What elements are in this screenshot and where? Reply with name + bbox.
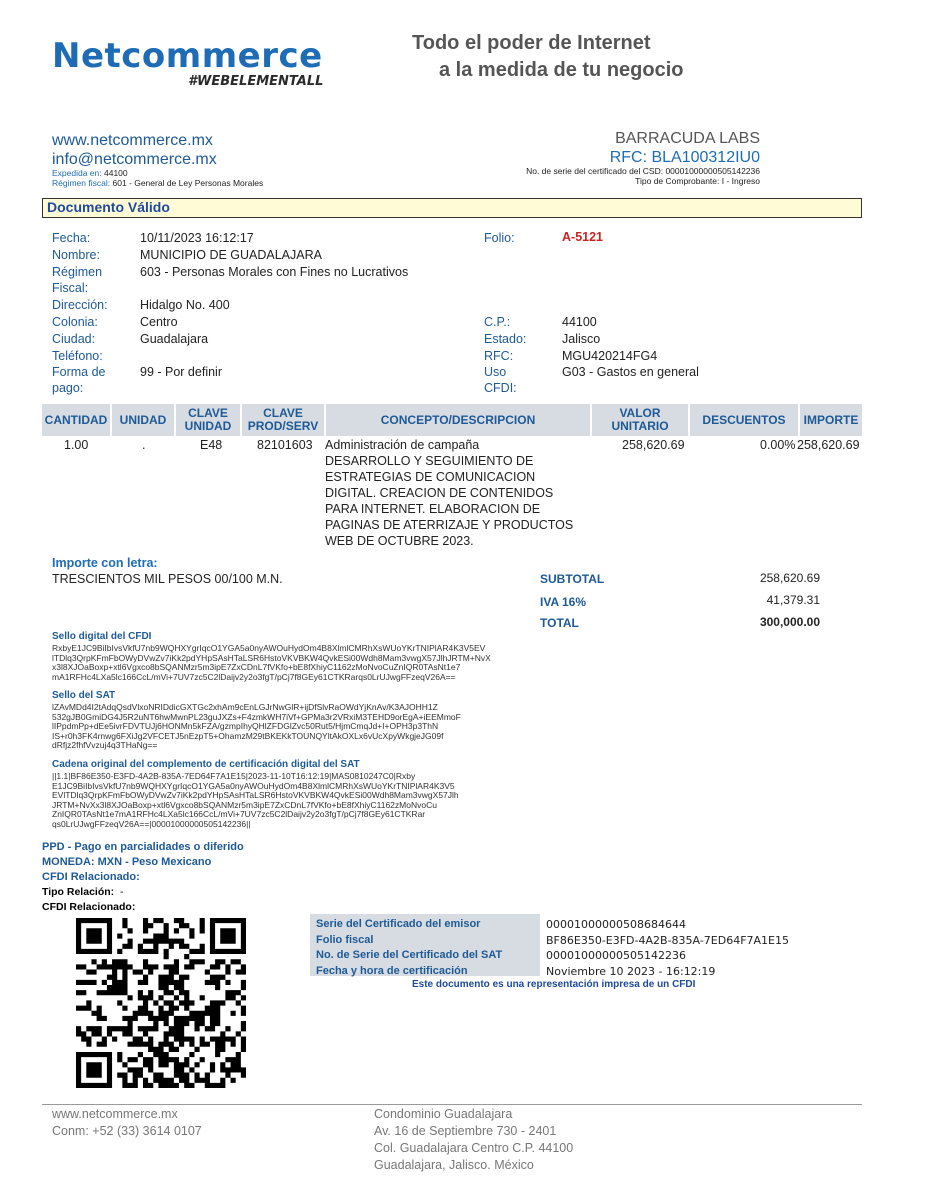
qr-code	[76, 918, 246, 1088]
relation-type-value: -	[120, 886, 124, 898]
row-clave-unidad: E48	[200, 438, 223, 452]
certificate-labels	[310, 914, 540, 976]
sello-cfdi-line: mA1RFHc4LXa5lc166CcL/mVi+7UV7zc5C2lDaijv2y2o3fgT/pCj7f8GEy61CTKRarqs0LrUJwgFFzeqV26A==	[52, 671, 456, 682]
slogan-line-1: Todo el poder de Internet	[412, 32, 651, 54]
cert-value: 00001000000505142236	[546, 949, 686, 962]
slogan-line-2: a la medida de tu negocio	[439, 59, 684, 81]
nombre-value: MUNICIPIO DE GUADALAJARA	[140, 248, 322, 262]
rfc-label: RFC:	[484, 349, 514, 363]
col-cantidad: CANTIDAD	[42, 404, 110, 436]
row-unidad: .	[142, 438, 146, 452]
sello-sat-line: 532gJB0GmiDG4J5R2uNT6hwMwnPL23guJXZs+F4zmkWH7iVf+GPMa3r2VRxiM3TEHD9orEgA+iEEMmoF	[52, 711, 461, 722]
sello-cfdi-line: RxbyE1JC9BiIbIvsVkfU7nb9WQHXYgrIqcO1YGA5a0nyAWOuHydOm4B8XlmlCMRhXsWUoYKrTNIPlAR4K3V5EV	[52, 643, 486, 653]
direccion-label: Dirección:	[52, 298, 108, 312]
total-value: 300,000.00	[759, 615, 820, 629]
logo-tagline-bold: #WEBELEMENT	[188, 74, 297, 89]
regimen-value: 603 - Personas Morales con Fines no Lucrativos	[140, 265, 409, 279]
row-concepto	[325, 437, 573, 549]
regimen-label: Régimen fiscal:	[52, 177, 111, 188]
col-importe: IMPORTE	[800, 404, 862, 436]
voucher-type: Tipo de Comprobante: I - Ingreso	[635, 175, 760, 186]
cp-value: 44100	[562, 315, 597, 329]
email-link[interactable]: info@netcommerce.mx	[52, 151, 217, 168]
uso-cfdi-value: G03 - Gastos en general	[562, 365, 699, 379]
uso-cfdi-label-1: Uso	[484, 365, 507, 379]
regimen-label-1: Régimen	[52, 265, 103, 279]
subtotal-label: SUBTOTAL	[540, 572, 605, 586]
currency: MONEDA: MXN - Peso Mexicano	[42, 856, 212, 868]
cert-value: BF86E350-E3FD-4A2B-835A-7ED64F7A1E15	[546, 933, 789, 947]
forma-pago-label-2: pago:	[52, 381, 84, 395]
rfc-value: MGU420214FG4	[562, 349, 658, 363]
cadena-line: EVlTDlq3QrpKFmFbOWyDVwZv7iKk2pdYHpSAsHTaLSR6HstoVKVBKW4QvkESi00Wdh8Mam3vwgX57Jlh	[52, 790, 459, 800]
fecha-value: 10/11/2023 16:12:17	[140, 231, 254, 245]
issuer-rfc: RFC: BLA100312IU0	[609, 149, 760, 166]
col-clave-prod: CLAVE PROD/SERV	[242, 404, 324, 436]
col-unidad: UNIDAD	[112, 404, 174, 436]
concepto-line: ESTRATEGIAS DE COMUNICACION	[325, 470, 536, 484]
sello-sat-line: dRfjz2fhfVvzuj4q3THaNg==	[52, 740, 158, 750]
footer-website[interactable]: www.netcommerce.mx	[52, 1107, 178, 1121]
sello-sat-line: lIPpdmPp+dEe5ivrFDVTUJj6HONMn5kFZA/gzmpIhyQHlZFDGlZvc50Rut5/HjmCmqJd+I+OPH3p3ThN	[52, 721, 439, 731]
cadena-line: ZnIQR0TAsNt1e7mA1RFHc4LXa5lc166CcL/mVi+7UV7zc5C2lDaijv2y2o3fgT/pCj7f8GEy61CTKRar	[52, 809, 426, 819]
row-valor-unitario: 258,620.69	[622, 438, 685, 452]
cert-value: Noviembre 10 2023 - 16:12:19	[546, 964, 716, 978]
cert-label: Serie del Certificado del emisor	[316, 918, 481, 930]
concepto-line: DIGITAL. CREACION DE CONTENIDOS	[325, 486, 554, 500]
logo-tagline	[188, 74, 323, 89]
slogan	[412, 30, 684, 84]
ciudad-value: Guadalajara	[140, 332, 209, 346]
cfdi-related: CFDI Relacionado:	[42, 901, 136, 913]
cert-value: 00001000000508684644	[546, 918, 686, 931]
sello-cfdi-title: Sello digital del CFDI	[52, 631, 152, 642]
address-line: Col. Guadalajara Centro C.P. 44100	[374, 1141, 574, 1155]
csd-serial: No. de serie del certificado del CSD: 00001000000505142236	[526, 166, 760, 176]
address-line: Av. 16 de Septiembre 730 - 2401	[374, 1124, 557, 1138]
relation-type-label: Tipo Relación:	[42, 886, 115, 898]
ciudad-label: Ciudad:	[52, 332, 96, 346]
cadena-original-text	[52, 772, 552, 829]
cert-label: Folio fiscal	[316, 933, 374, 946]
iva-label: IVA 16%	[540, 595, 587, 609]
cadena-line: qs0LrUJwgFFzeqV26A==|00001000000505142236||	[52, 818, 251, 829]
document-status-banner: Documento Válido	[42, 198, 862, 218]
footer-address	[374, 1106, 573, 1174]
cadena-line: E1JC9BiIbIvsVkfU7nb9WQHXYgrIqcO1YGA5a0nyAWOuHydOm4B8XlmlCMRhXsWUoYKrTNIPlAR4K3V5	[52, 780, 455, 791]
iva-value: 41,379.31	[766, 593, 820, 607]
sello-sat-line: IS+r0h3FK4rnwg6FXiJg2VFCETJ5nEzpT5+OhamzM29tBKEKkTOUNQYltAkOXLx6vUcXpyWkgjeJG09f	[52, 730, 444, 741]
sello-cfdi-line: lTDlq3QrpKFmFbOWyDVwZv7iKk2pdYHpSAsHTaLSR6HstoVKVBKW4QvkESi00Wdh8Mam3vwgX57JlhJRTM+NvX	[52, 652, 491, 663]
payment-method: PPD - Pago en parcialidades o diferido	[42, 841, 244, 853]
qr-modules	[76, 918, 246, 1088]
website-link[interactable]: www.netcommerce.mx	[52, 132, 213, 149]
colonia-value: Centro	[140, 315, 178, 329]
qr-code-image	[76, 918, 246, 1088]
cadena-original-title: Cadena original del complemento de certificación digital del SAT	[52, 759, 360, 770]
importe-letra-value: TRESCIENTOS MIL PESOS 00/100 M.N.	[52, 572, 283, 586]
address-line: Guadalajara, Jalisco. México	[374, 1158, 534, 1172]
concepts-table-header	[42, 404, 862, 436]
relation-type	[42, 885, 244, 900]
footer-divider	[42, 1104, 862, 1105]
expedida-label: Expedida en:	[52, 168, 102, 178]
sello-cfdi-text	[52, 644, 552, 682]
cp-label: C.P.:	[484, 315, 511, 329]
subtotal-value: 258,620.69	[759, 571, 820, 585]
concepto-line: WEB DE OCTUBRE 2023.	[325, 534, 474, 548]
footer-phone: Conm: +52 (33) 3614 0107	[52, 1124, 202, 1138]
telefono-label: Teléfono:	[52, 349, 103, 363]
cfdi-related-header: CFDI Relacionado:	[42, 871, 140, 883]
sello-sat-text	[52, 703, 552, 751]
regimen-label-2: Fiscal:	[52, 281, 89, 295]
colonia-label: Colonia:	[52, 315, 98, 329]
concepto-line: DESARROLLO Y SEGUIMIENTO DE	[325, 454, 534, 468]
cadena-line: JRTM+NvXx3l8XJOaBoxp+xtl6Vgxco8bSQANMzr5m3ipE7ZxCDnL7fVKfo+bE8fXhiyC1162zMoNvoCu	[52, 799, 437, 810]
certificate-values	[546, 917, 789, 979]
nombre-label: Nombre:	[52, 248, 100, 262]
folio-value: A-5121	[562, 230, 603, 244]
uso-cfdi-label-2: CFDI:	[484, 381, 517, 395]
regimen-fiscal	[52, 179, 263, 189]
company-logo: Netcommerce	[52, 36, 323, 76]
sello-sat-line: lZAvMDd4I2tAdqQsdVlxoNRIDdicGXTGc2xhAm9cEnLGJrNwGlR+ijDfSlvRaOWdYjKnAv/K3AJOHH1Z	[52, 702, 438, 712]
total-label: TOTAL	[540, 616, 579, 630]
row-importe: 258,620.69	[797, 438, 860, 452]
issuer-contact	[52, 131, 263, 188]
row-cantidad: 1.00	[64, 438, 89, 452]
issuer-name: BARRACUDA LABS	[615, 130, 760, 147]
cert-label: Fecha y hora de certificación	[316, 964, 468, 977]
forma-pago-value: 99 - Por definir	[140, 365, 222, 379]
row-descuentos: 0.00%	[760, 438, 796, 452]
col-concepto: CONCEPTO/DESCRIPCION	[326, 404, 590, 436]
fecha-label: Fecha:	[52, 231, 91, 245]
cadena-line: ||1.1|BF86E350-E3FD-4A2B-835A-7ED64F7A1E15|2023-11-10T16:12:19|MAS0810247C0|Rxby	[52, 771, 416, 781]
footer-contact	[52, 1106, 202, 1140]
sello-cfdi-line: x3l8XJOaBoxp+xtl6Vgxco8bSQANMzr5m3ipE7ZxCDnL7fVKfo+bE8fXhiyC1162zMoNvoCuZnIQR0TAsNt1e7	[52, 662, 461, 672]
expedida-value: 44100	[104, 168, 128, 178]
cert-label: No. de Serie del Certificado del SAT	[316, 949, 503, 961]
cfdi-representation-note: Este documento es una representación impresa de un CFDI	[412, 979, 696, 990]
payment-info	[42, 840, 244, 915]
direccion-value: Hidalgo No. 400	[140, 298, 230, 312]
concepto-line: Administración de campaña	[325, 438, 480, 452]
row-clave-prod: 82101603	[257, 438, 313, 452]
sello-sat-title: Sello del SAT	[52, 690, 116, 701]
concepto-line: PARA INTERNET. ELABORACION DE	[325, 502, 541, 516]
col-valor-unitario: VALOR UNITARIO	[592, 404, 688, 436]
logo-tagline-end: ALL	[296, 74, 324, 89]
importe-letra-label: Importe con letra:	[52, 556, 158, 570]
col-clave-unidad: CLAVE UNIDAD	[176, 404, 240, 436]
address-line: Condominio Guadalajara	[374, 1107, 513, 1121]
forma-pago-label-1: Forma de	[52, 365, 106, 379]
regimen-value: 601 - General de Ley Personas Morales	[112, 177, 264, 188]
col-descuentos: DESCUENTOS	[690, 404, 798, 436]
estado-label: Estado:	[484, 332, 527, 346]
issuer-info	[526, 129, 760, 186]
estado-value: Jalisco	[562, 332, 601, 346]
folio-label: Folio:	[484, 231, 515, 245]
concepto-line: PAGINAS DE ATERRIZAJE Y PRODUCTOS	[325, 518, 574, 532]
